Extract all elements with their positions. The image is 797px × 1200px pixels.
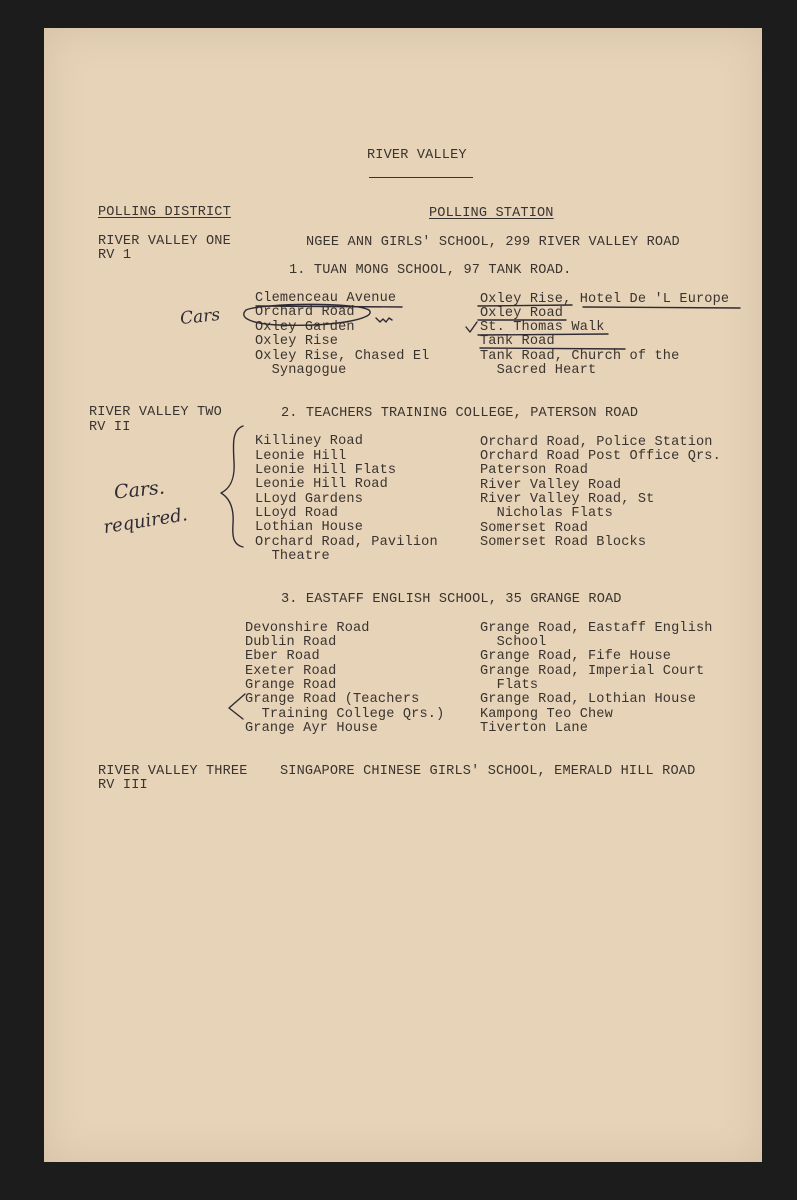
list-item: LLoyd Gardens [255,492,363,507]
list-item: Paterson Road [480,463,588,478]
list-item: Eber Road [245,649,320,664]
list-item: Exeter Road [245,664,337,679]
substation-heading-1: 1. TUAN MONG SCHOOL, 97 TANK ROAD. [289,263,572,278]
list-item: Orchard Road, Pavilion [255,535,438,550]
list-item: Somerset Road Blocks [480,535,647,550]
list-item: Oxley Rise, Chased El [255,349,430,364]
list-item: Oxley Garden [255,320,355,335]
list-item: Leonie Hill Flats [255,463,397,478]
list-item: Nicholas Flats [480,506,613,521]
list-item: Synagogue [255,363,347,378]
list-item: Oxley Rise [255,334,339,349]
list-item: Leonie Hill [255,449,347,464]
polling-station-header: POLLING STATION [429,206,554,221]
list-item: Dublin Road [245,635,337,650]
list-item: Tank Road [480,334,555,349]
list-item: Flats [480,678,539,693]
list-item: Clemenceau Avenue [255,291,397,306]
list-item: Grange Ayr House [245,721,378,736]
list-item: Orchard Road, Police Station [480,435,713,450]
page-title: RIVER VALLEY [367,148,467,163]
list-item: Orchard Road [255,305,355,320]
district-code-rv2: RV II [89,420,131,435]
list-item: Oxley Rise, Hotel De 'L Europe [480,292,730,307]
list-item: Grange Road, Lothian House [480,692,696,707]
list-item: Somerset Road [480,521,588,536]
list-item: LLoyd Road [255,506,339,521]
cars-annotation-1: Cars [179,304,222,330]
list-item: Lothian House [255,520,363,535]
list-item: Grange Road (Teachers [245,692,420,707]
cars-annotation-2: Cars. [112,476,166,504]
list-item: Oxley Road [480,306,564,321]
polling-district-header: POLLING DISTRICT [98,205,231,220]
substation-heading-3: 3. EASTAFF ENGLISH SCHOOL, 35 GRANGE ROAD [281,592,622,607]
substation-heading-2: 2. TEACHERS TRAINING COLLEGE, PATERSON ROAD [281,406,639,421]
list-item: River Valley Road [480,478,622,493]
list-item: School [480,635,547,650]
district-name-rv2: RIVER VALLEY TWO [89,405,222,420]
district-name-rv1: RIVER VALLEY ONE [98,234,231,249]
list-item: Grange Road [245,678,337,693]
list-item: Grange Road, Imperial Court [480,664,705,679]
polling-station-rv3: SINGAPORE CHINESE GIRLS' SCHOOL, EMERALD HILL ROAD [280,764,696,779]
list-item: River Valley Road, St [480,492,655,507]
district-name-rv3: RIVER VALLEY THREE [98,764,248,779]
list-item: Tank Road, Church of the [480,349,680,364]
list-item: Orchard Road Post Office Qrs. [480,449,721,464]
title-underline [369,177,473,178]
list-item: Devonshire Road [245,621,370,636]
list-item: Killiney Road [255,434,363,449]
list-item: Grange Road, Fife House [480,649,672,664]
list-item: Leonie Hill Road [255,477,388,492]
list-item: Tiverton Lane [480,721,588,736]
list-item: St. Thomas Walk [480,320,605,335]
required-annotation: required. [102,504,189,539]
polling-station-rv1: NGEE ANN GIRLS' SCHOOL, 299 RIVER VALLEY ROAD [306,235,680,250]
list-item: Sacred Heart [480,363,597,378]
list-item: Theatre [255,549,330,564]
district-code-rv1: RV 1 [98,248,132,263]
list-item: Kampong Teo Chew [480,707,613,722]
list-item: Training College Qrs.) [245,707,445,722]
district-code-rv3: RV III [98,778,148,793]
list-item: Grange Road, Eastaff English [480,621,713,636]
